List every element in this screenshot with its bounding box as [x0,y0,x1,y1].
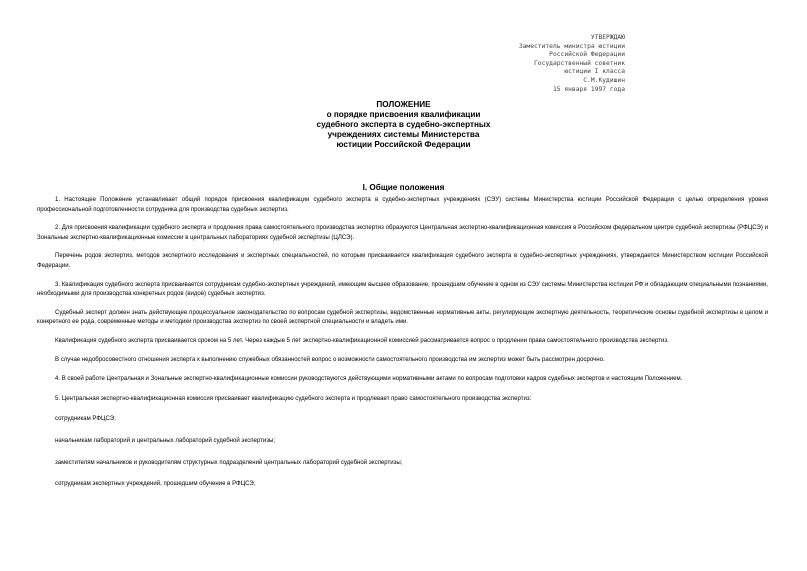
paragraph: В случае недобросовестного отношения эксперта к выполнению служебных обязанностей вопрос о возможности самостоятельного производства им экспертиз может быть рассмотрен досрочно. [55,356,605,363]
approval-line: 15 января 1997 года [552,85,625,93]
paragraph: 4. В своей работе Центральная и Зональные экспертно-квалификационные комиссии руководствуются действующими нормативными актами по вопросам подготовки кадров судебных экспертов и настоящим Положением. [55,376,683,383]
approval-block [425,34,625,94]
document-title [0,100,807,150]
document-body [37,196,768,490]
paragraph: Судебный эксперт должен знать действующее процессуальное законодательство по вопросам судебной экспертизы, ведомственные нормативные акты, регулирующие экспертную деятельность, теоретические основы судебной экспертизы в целом и конкретного ее рода, современные методы и методики производства экспертиз по своей экспертной специальности и владеть ими. [37,309,768,326]
list-item: сотрудникам РФЦСЭ; [55,416,116,423]
list-item: заместителям начальников и руководителям структурных подразделений центральных лабораторий судебной экспертизы; [55,459,403,466]
approval-line: УТВЕРЖДАЮ [590,34,625,41]
paragraph: 2. Для присвоения квалификации судебного эксперта и продления права самостоятельного производства экспертиз образуются Центральная экспертно-квалификационная комиссия в Российском федеральном центре судебной экспертизы (РФЦСЭ) и Зональные экспертно-квалификационные комиссии в центральных лабораториях судебной экспертизы (ЦЛСЭ). [37,225,768,241]
list-item: начальникам лабораторий и центральных лабораторий судебной экспертизы; [55,437,276,444]
title-line: о порядке присвоения квалификации [326,109,481,119]
title-line: юстиции Российской Федерации [336,139,471,149]
section-heading: I. Общие положения [362,183,445,192]
paragraph: 3. Квалификация судебного эксперта присваивается сотрудникам судебно-экспертных учреждений, имеющим высшее образование, прошедшим обучение в одном из СЭУ системы Министерства юстиции РФ и обладающим специальными познаниями, необходимыми для производства конкретных родов (видов) судебных экспертиз. [37,281,768,298]
title-line: ПОЛОЖЕНИЕ [376,100,431,109]
approval-line: Заместитель министра юстиции [518,42,625,50]
approval-line: юстиции I класса [564,68,625,76]
paragraph: Перечень родов экспертиз, методов экспертного исследования и экспертных специальностей, по которым присваивается квалификация судебного эксперта в судебно-экспертных учреждениях, утверждается Министерством юстиции Российской Федерации. [37,253,768,269]
approval-line: Российской Федерации [549,51,625,59]
approval-line: С.М.Кудишин [583,76,625,84]
title-line: учреждениях системы Министерства [327,129,480,139]
paragraph: Квалификация судебного эксперта присваивается сроком на 5 лет. Через каждые 5 лет экспертно-квалификационной комиссией рассматривается вопрос о продлении права самостоятельного производства экспертиз. [55,337,669,344]
paragraph: 1. Настоящее Положение устанавливает общий порядок присвоения квалификации судебного эксперта в судебно-экспертных учреждениях (СЭУ) системы Министерства юстиции Российской Федерации с целью определения уровня профессиональной подготовленности сотрудника для производства судебных экспертиз. [37,197,768,213]
list-item: сотрудникам экспертных учреждений, прошедшим обучение в РФЦСЭ; [55,481,256,488]
title-line: судебного эксперта в судебно-экспертных [316,119,491,129]
approval-line: Государственный советник [534,59,625,67]
paragraph: 5. Центральная экспертно-квалификационная комиссия присваивает квалификацию судебного эксперта и продлевает право самостоятельного производства экспертиз: [55,395,532,402]
